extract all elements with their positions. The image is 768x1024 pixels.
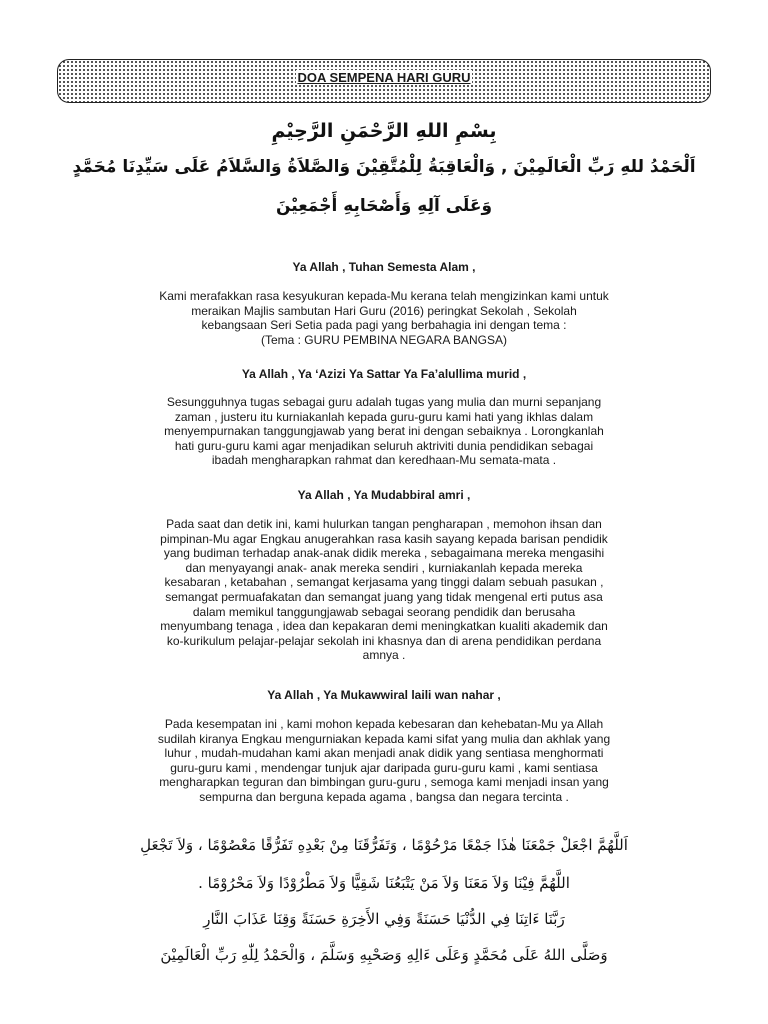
section-heading-4: Ya Allah , Ya Mukawwiral laili wan nahar , <box>267 688 501 702</box>
paragraph-line: menyempurnakan tanggungjawab yang berat ini dengan sebaiknya . Lorongkanlah <box>164 424 604 439</box>
paragraph-line: sudilah kiranya Engkau mengurniakan kepada kami sifat yang mulia dan akhlak yang <box>157 731 611 746</box>
document-title <box>0 70 768 85</box>
arabic-closing-line-3: رَبَّنَا ءَاتِنَا فِي الدُّنْيَا حَسَنَةً وَفِي الأَخِرَةِ حَسَنَةً وَقِنَا عَذَابَ النَّارِ <box>203 910 565 928</box>
paragraph-line: ibadah mengharapkan rahmat dan keredhaan-Mu semata-mata . <box>211 453 557 468</box>
section-heading-2: Ya Allah , Ya ‘Azizi Ya Sattar Ya Fa’alullima murid , <box>241 367 527 381</box>
paragraph-line: Pada kesempatan ini , kami mohon kepada kebesaran dan kehebatan-Mu ya Allah <box>164 717 604 731</box>
paragraph-line: mengharapkan teguran dan bimbingan guru-guru , semoga kami menjadi insan yang <box>159 775 609 790</box>
paragraph-line: menyumbang tenaga , idea dan kepakaran demi meningkatkan kualiti akademik dan <box>160 619 608 634</box>
arabic-opening-line-1: اَلْحَمْدُ للهِ رَبِّ الْعَالَمِيْنَ , وَالْعَاقِبَةُ لِلْمُتَّقِيْنَ وَالصَّلاَةُ وَالسَّلاَمُ عَلَى سَيِّدِنَا مُحَمَّدٍ <box>72 157 696 177</box>
paragraph-line: yang budiman terhadap anak-anak didik mereka , sebagaimana mereka mengasihi <box>163 546 605 561</box>
paragraph-line: Sesungguhnya tugas sebagai guru adalah tugas yang mulia dan murni sepanjang <box>166 395 602 409</box>
section-paragraph-1 <box>100 289 668 347</box>
paragraph-line: kesabaran , ketabahan , semangat kerjasama yang tinggi dalam sebuah pasukan , <box>164 575 604 590</box>
section-paragraph-2 <box>100 395 668 468</box>
arabic-closing-line-1: اَللَّهُمَّ اجْعَلْ جَمْعَنَا هٰذَا جَمْعًا مَرْحُوْمًا ، وَتَفَرُّقَنَا مِنْ بَعْدِهِ تَفَرُّقًا مَعْصُوْمًا ، وَلاَ تَجْعَلِ <box>140 836 628 854</box>
arabic-basmala: بِسْمِ اللهِ الرَّحْمَنِ الرَّحِيْمِ <box>271 120 497 142</box>
paragraph-line: luhur , mudah-mudahan kami akan menjadi anak didik yang sentiasa menghormati <box>164 746 604 761</box>
paragraph-line: pimpinan-Mu agar Engkau anugerahkan rasa kasih sayang kepada barisan pendidik <box>160 531 608 546</box>
paragraph-line: dalam memikul tanggungjawab sebagai seorang pendidik dan berusaha <box>192 604 576 619</box>
paragraph-line: meraikan Majlis sambutan Hari Guru (2016) peringkat Sekolah , Sekolah <box>191 303 577 318</box>
arabic-opening-line-2: وَعَلَى آلِهِ وَأَصْحَابِهِ أَجْمَعِيْنَ <box>275 196 493 216</box>
paragraph-line: semangat permuafakatan dan semangat juang yang tidak mengenal erti putus asa <box>165 589 603 604</box>
arabic-closing-line-4: وَصَلَّى اللهُ عَلَى مُحَمَّدٍ وَعَلَى ءَالِهِ وَصَحْبِهِ وَسَلَّمَ ، وَالْحَمْدُ لِلّٰهِ رَبِّ الْعَالَمِيْنَ <box>160 946 608 964</box>
section-heading-3: Ya Allah , Ya Mudabbiral amri , <box>297 488 471 502</box>
paragraph-line: dan menyayangi anak- anak mereka sendiri , kurniakanlah kepada mereka <box>185 560 583 575</box>
paragraph-line: Kami merafakkan rasa kesyukuran kepada-Mu kerana telah mengizinkan kami untuk <box>159 289 609 303</box>
paragraph-line: hati guru-guru kami agar menjadikan seluruh aktriviti dunia pendidikan sebagai <box>174 438 594 453</box>
paragraph-line: ko-kurikulum pelajar-pelajar sekolah ini khasnya dan di arena pendidikan perdana <box>166 633 602 648</box>
paragraph-line: zaman , justeru itu kurniakanlah kepada guru-guru kami hati yang ikhlas dalam <box>174 409 594 424</box>
section-paragraph-3 <box>100 517 668 663</box>
paragraph-line: amnya . <box>362 648 406 663</box>
paragraph-line: sempurna dan berguna kepada agama , bangsa dan negara tercinta . <box>199 789 569 804</box>
document-title-text: DOA SEMPENA HARI GURU <box>297 70 471 85</box>
paragraph-line: kebangsaan Seri Setia pada pagi yang berbahagia ini dengan tema : <box>201 318 567 333</box>
arabic-closing-line-2: اللَّهُمَّ فِيْنَا وَلاَ مَعَنَا وَلاَ مَنْ يَتْبَعُنَا شَقِيًّا وَلاَ مَطْرُوْدًا وَلاَ مَحْرُوْمًا . <box>198 874 570 892</box>
paragraph-line: guru-guru kami , mendengar tunjuk ajar daripada guru-guru kami , kami sentiasa <box>170 760 598 775</box>
paragraph-line: Pada saat dan detik ini, kami hulurkan tangan pengharapan , memohon ihsan dan <box>166 517 602 531</box>
section-heading-1: Ya Allah , Tuhan Semesta Alam , <box>292 260 476 274</box>
section-paragraph-4 <box>100 717 668 805</box>
paragraph-line: (Tema : GURU PEMBINA NEGARA BANGSA) <box>260 332 508 347</box>
